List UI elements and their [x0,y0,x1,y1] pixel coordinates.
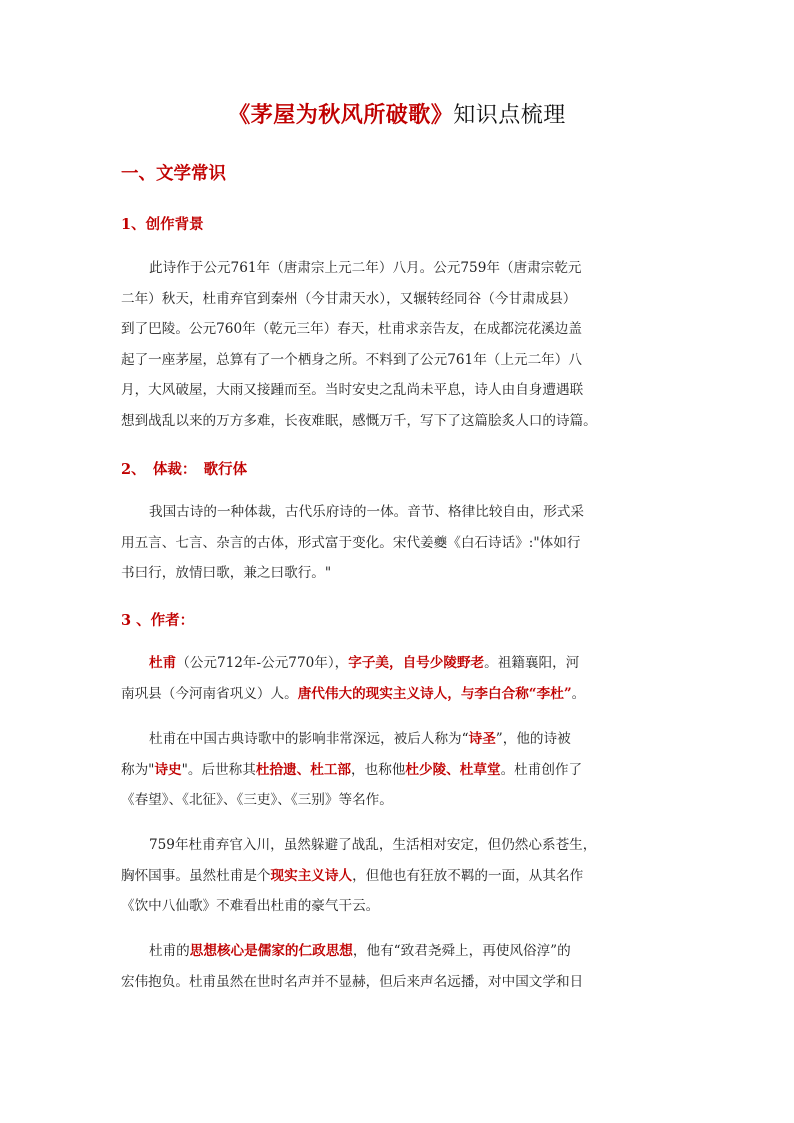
text-line [121,648,689,679]
text-line: 用五言、七言、杂言的古体，形式富于变化。宋代姜夔《白石诗话》:"体如行 [121,534,581,551]
text-line [121,936,689,967]
text-line: 宏伟抱负。杜甫虽然在世时名声并不显赫，但后来声名远播，对中国文学和日 [121,973,584,990]
text-line [121,724,689,755]
highlight-other-titles: 杜少陵、杜草堂 [405,761,501,778]
text-line: 月，大风破屋，大雨又接踵而至。当时安史之乱尚未平息，诗人由自身遭遇联 [121,382,584,398]
text-span: ，但他也有狂放不羁的一面，从其名作 [352,867,584,884]
title-suffix: 知识点梳理 [453,103,566,128]
highlight-poet-history: 诗史 [154,761,182,778]
highlight-core-thought: 思想核心是儒家的仁政思想 [189,943,353,959]
text-span: 。 [571,685,586,702]
highlight-poet-sage: 诗圣 [468,731,496,747]
paragraph-author-influence [121,724,689,816]
highlight-titles: 杜拾遗、杜工部 [255,761,352,778]
paragraph-author-intro [121,648,689,709]
text-line: 想到战乱以来的万方多难，长夜难眠，感慨万千，写下了这篇脍炙人口的诗篇。 [121,412,597,429]
text-span: "。后世称其 [181,761,256,778]
text-line: 起了一座茅屋，总算有了一个栖身之所。不料到了公元761年（上元二年）八 [121,351,582,368]
highlight-realist: 现实主义诗人 [270,867,353,884]
text-span: 。祖籍襄阳，河 [484,655,580,671]
subheading-background: 1、创作背景 [121,216,204,233]
text-line: 到了巴陵。公元760年（乾元三年）春天，杜甫求亲告友，在成都浣花溪边盖 [121,321,582,337]
page-title [0,98,794,129]
text-span: ”，他的诗被 [495,731,571,747]
text-line: 759年杜甫弃官入川，虽然躲避了战乱，生活相对安定，但仍然心系苍生， [149,837,597,853]
text-span: ，也称他 [351,761,406,778]
text-line: 二年）秋天，杜甫弃官到秦州（今甘肃天水），又辗转经同谷（今甘肃成县） [121,290,577,307]
text-line [121,679,689,710]
text-span: 称为" [121,761,155,778]
highlight-realist-poet: 唐代伟大的现实主义诗人，与李白合称“李杜” [297,685,572,702]
paragraph-background [121,253,689,436]
text-span: 杜甫的 [149,943,190,959]
text-span: 南巩县（今河南省巩义）人。 [121,685,298,702]
text-line: 我国古诗的一种体裁，古代乐府诗的一体。音节、格律比较自由，形式采 [149,504,584,520]
text-span: ，他有“致君尧舜上，再使风俗淳”的 [352,943,571,959]
text-line: 《春望》、《北征》、《三吏》、《三别》等名作。 [121,792,393,808]
paragraph-author-thought [121,936,689,997]
section-heading-literary-knowledge: 一、文学常识 [121,164,226,184]
text-line [121,755,689,786]
text-span: 杜甫在中国古典诗歌中的影响非常深远，被后人称为“ [149,731,469,747]
text-span: 胸怀国事。虽然杜甫是个 [121,867,271,884]
text-line [121,861,689,892]
text-span: （公元712年-公元770年）， [176,655,349,671]
subheading-genre: 2、 体裁： 歌行体 [121,461,248,478]
paragraph-genre [121,497,689,589]
highlight-courtesy-name: 字子美，自号少陵野老 [348,655,485,671]
paragraph-author-sichuan [121,830,689,922]
author-name: 杜甫 [149,655,177,671]
subheading-author: 3 、作者： [121,612,195,629]
text-span: 。杜甫创作了 [500,761,583,778]
text-line: 书曰行，放情曰歌，兼之曰歌行。" [121,565,332,581]
text-line: 《饮中八仙歌》不难看出杜甫的豪气干云。 [121,898,380,914]
text-line: 此诗作于公元761年（唐肃宗上元二年）八月。公元759年（唐肃宗乾元 [149,260,582,276]
title-poem-name: 《茅屋为秋风所破歌》 [228,102,454,128]
